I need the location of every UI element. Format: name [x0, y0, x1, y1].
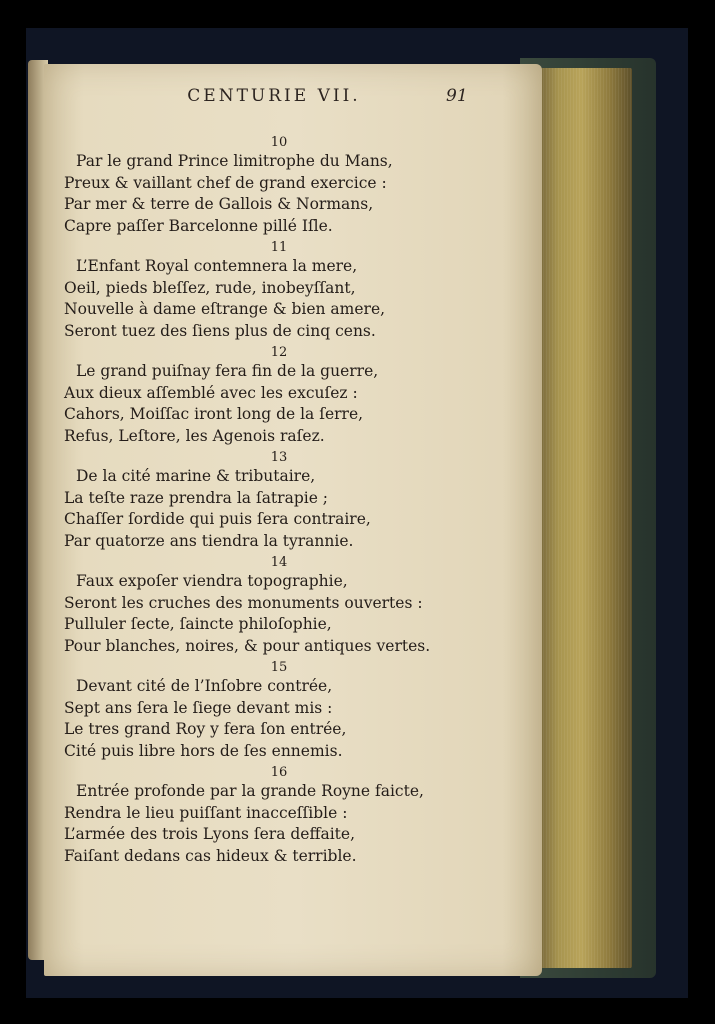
verse-line: Pour blanches, noires, & pour antiques vertes.: [64, 636, 431, 655]
quatrain-number: 12: [270, 345, 288, 360]
quatrain: [64, 555, 494, 657]
page-number: 91: [446, 86, 468, 106]
verse-line: Seront les cruches des monuments ouvertes :: [64, 593, 423, 612]
quatrain: [64, 240, 494, 342]
verse-line: Par mer & terre de Gallois & Normans,: [64, 195, 374, 213]
quatrain-number: 16: [270, 765, 288, 780]
verse-line: Devant cité de l’Inſobre contrée,: [76, 677, 333, 695]
verse-line: Le tres grand Roy y fera ſon entrée,: [64, 720, 347, 738]
quatrain: [64, 660, 494, 762]
verse-line: Seront tuez des ſiens plus de cinq cens.: [64, 321, 376, 340]
verse-line: Faiſant dedans cas hideux & terrible.: [64, 846, 357, 865]
verse-line: Oeil, pieds bleſſez, rude, inobeyſſant,: [64, 278, 356, 297]
quatrain: [64, 345, 494, 447]
verse-line: Cité puis libre hors de ſes ennemis.: [64, 741, 343, 760]
verse-line: Chaſſer ſordide qui puis ſera contraire,: [64, 510, 371, 528]
running-head: CENTURIE VII.: [187, 86, 361, 106]
verse-line: Sept ans ſera le ſiege devant mis :: [64, 698, 333, 717]
verse-line: Entrée profonde par la grande Royne faicte,: [76, 782, 424, 800]
verse-line: Par le grand Prince limitrophe du Mans,: [76, 152, 393, 170]
quatrain: [64, 765, 494, 867]
quatrain-number: 10: [270, 135, 288, 150]
verse-line: Faux expoſer viendra topographie,: [76, 572, 348, 590]
quatrain-number: 14: [270, 555, 288, 570]
verse-line: La teſte raze prendra la ſatrapie ;: [64, 488, 329, 507]
gilt-page-edges: [540, 68, 632, 968]
verse-line: Capre paſſer Barcelonne pillé Iſle.: [64, 216, 333, 235]
verse-line: Aux dieux aſſemblé avec les excuſez :: [64, 383, 358, 402]
verse-line: Cahors, Moiſſac iront long de la ſerre,: [64, 405, 364, 423]
verse-line: Refus, Leſtore, les Agenois raſez.: [64, 426, 325, 445]
quatrain-number: 11: [270, 240, 288, 255]
verse-line: Rendra le lieu puiſſant inacceſſible :: [64, 803, 348, 822]
book-page: [44, 64, 542, 976]
verse-line: Nouvelle à dame eſtrange & bien amere,: [64, 300, 386, 318]
verse-line: Pulluler ſecte, ſaincte philoſophie,: [64, 615, 332, 633]
verse-line: Preux & vaillant chef de grand exercice :: [64, 173, 387, 192]
verse-line: Le grand puiſnay fera fin de la guerre,: [76, 362, 379, 380]
verse-line: L’armée des trois Lyons ſera deffaite,: [64, 825, 356, 843]
quatrain: [64, 135, 494, 237]
verse-line: De la cité marine & tributaire,: [76, 467, 316, 485]
verse-line: L’Enfant Royal contemnera la mere,: [76, 257, 358, 275]
quatrain: [64, 450, 494, 552]
page-text: [64, 132, 494, 867]
quatrain-number: 13: [270, 450, 288, 465]
quatrain-number: 15: [270, 660, 288, 675]
verse-line: Par quatorze ans tiendra la tyrannie.: [64, 531, 354, 550]
